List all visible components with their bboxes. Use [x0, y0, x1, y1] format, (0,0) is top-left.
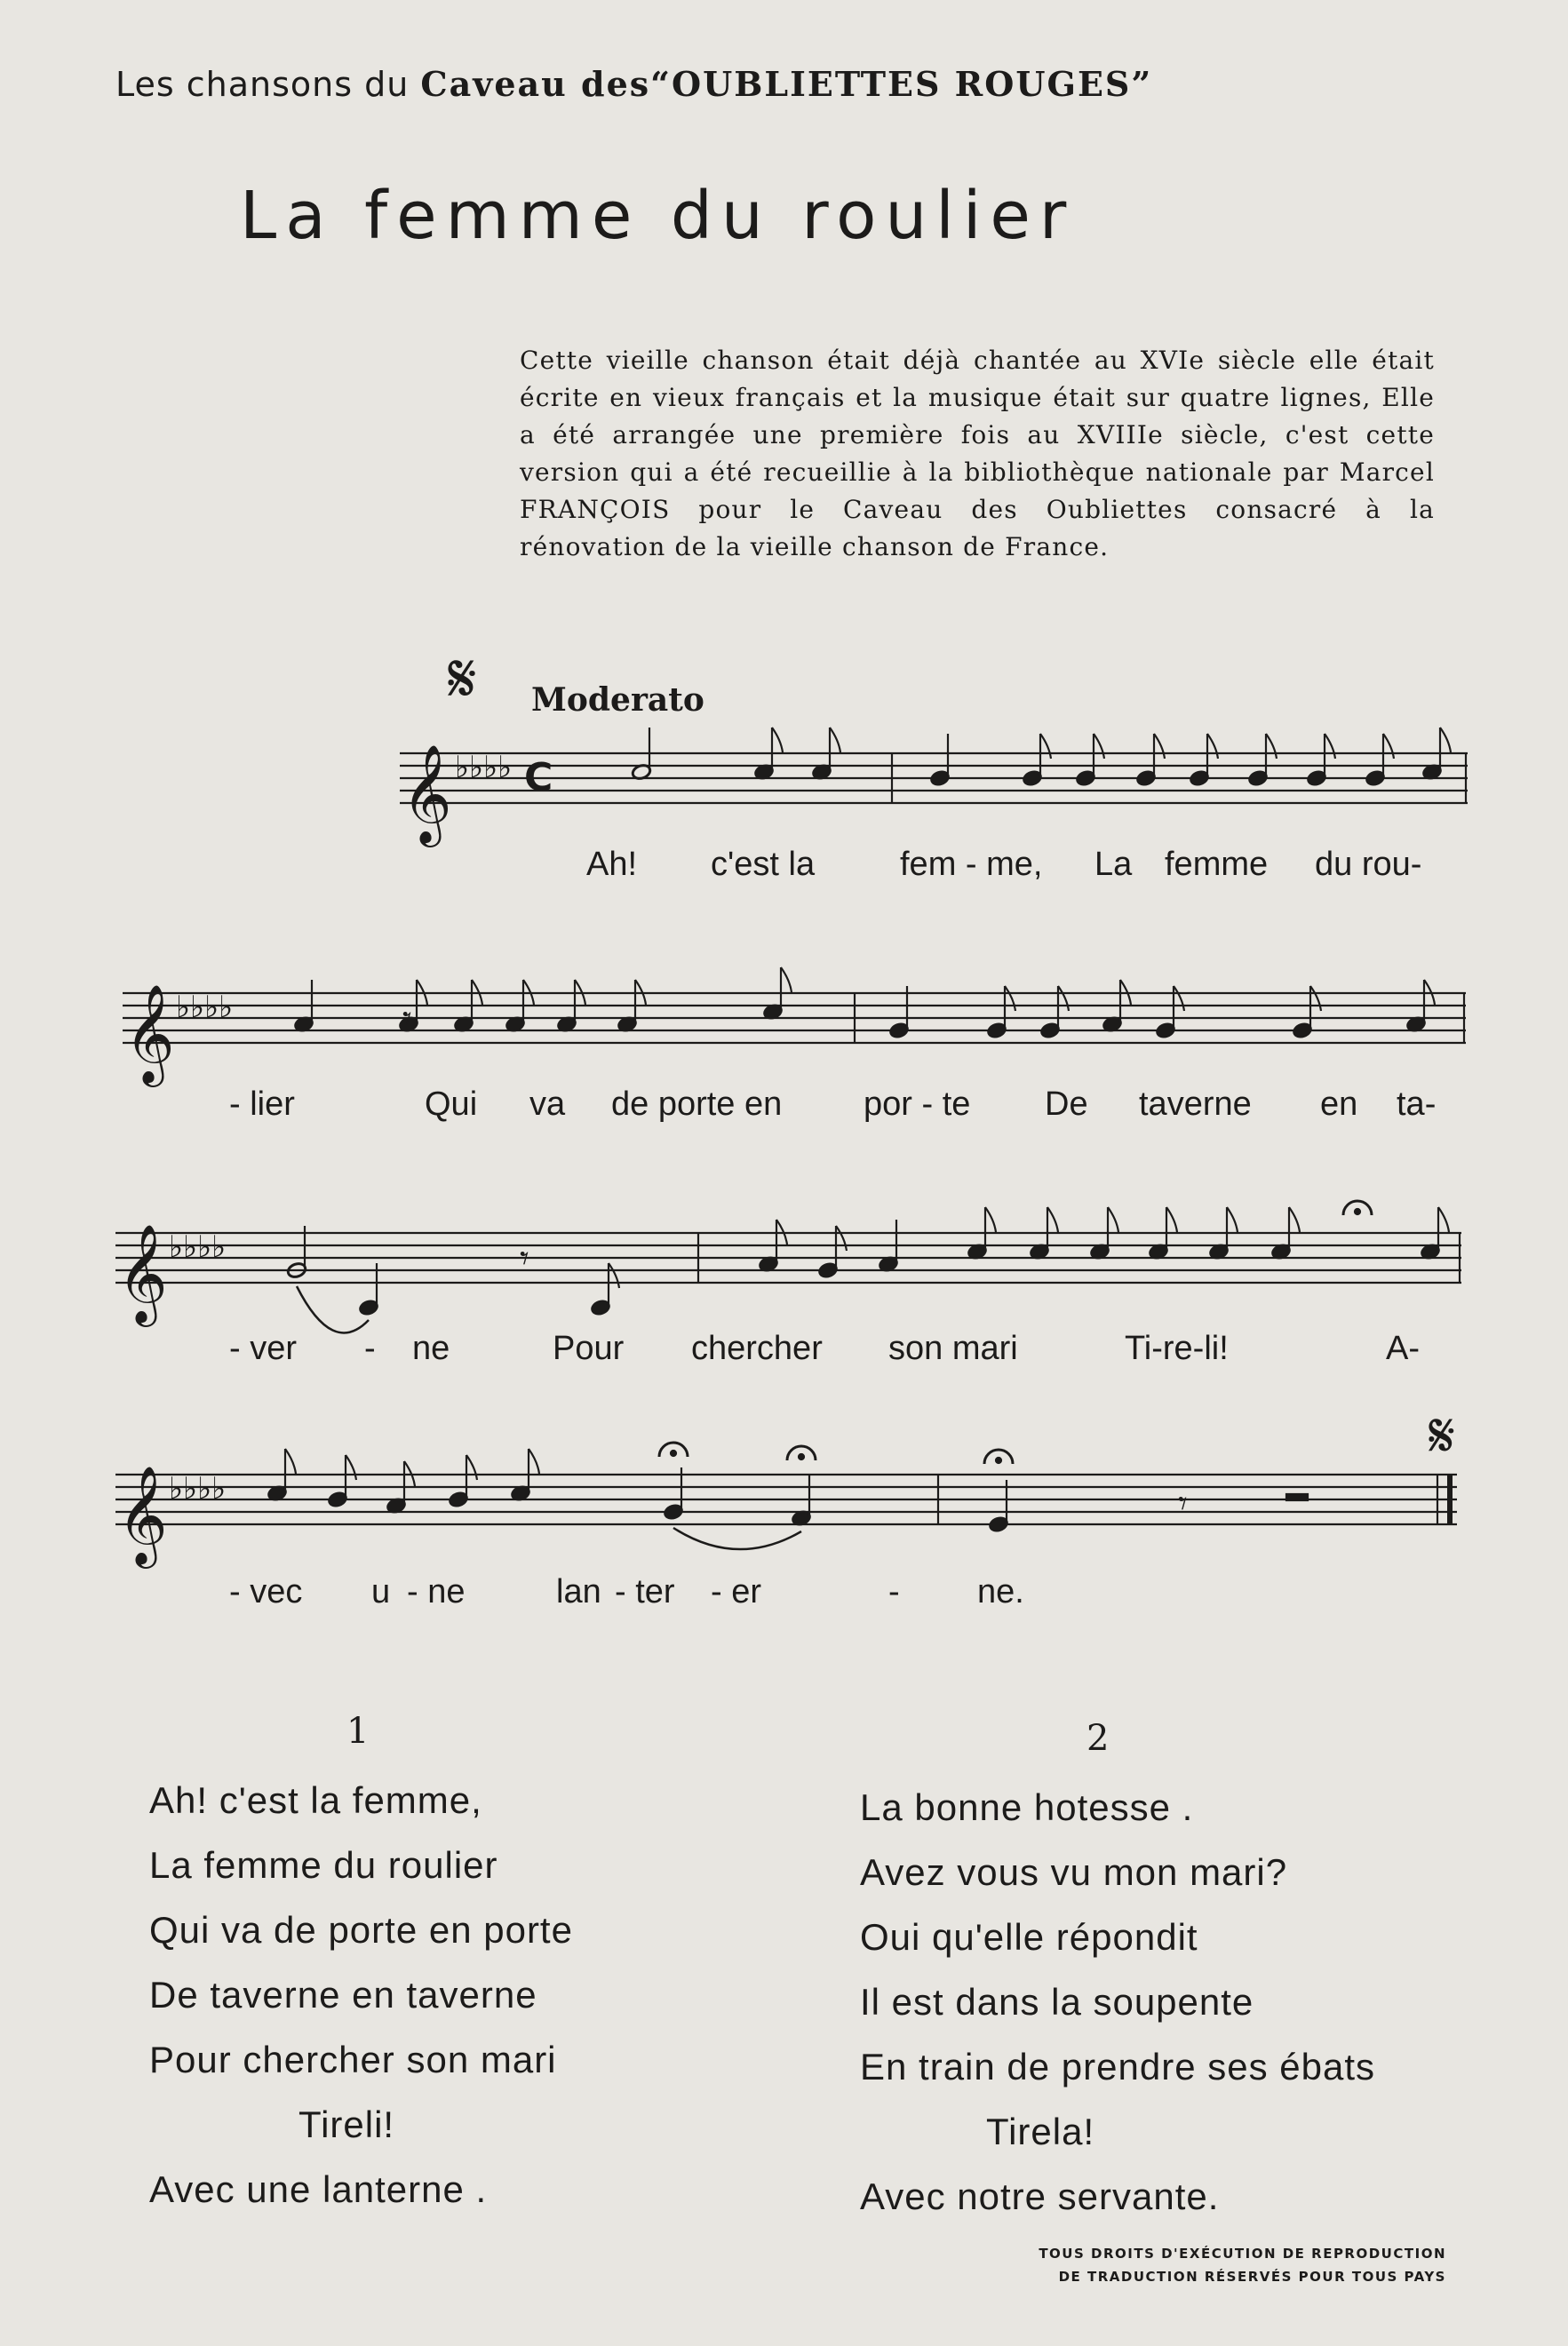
lyric-syllable: De: [1045, 1086, 1088, 1123]
intro-paragraph: Cette vieille chanson était déjà chantée au XVIe siècle elle était écrite en vieux français et la musique était sur quatre lignes, Elle a été arrangée une première fois au XVIIIe siècle, c'est cette version qui a été recueillie à la bibliothèque nationale par Marcel FRANÇOIS pour le Caveau des Oubliettes consacré à la rénovation de la vieille chanson de France.: [520, 346, 1435, 561]
lyrics-line-2: [229, 1086, 1436, 1123]
verse-line: Avec notre servante.: [860, 2175, 1220, 2217]
staff-3: [115, 1233, 1461, 1283]
note-flag: [1438, 1207, 1449, 1232]
flats-key-signature-2: ♭♭♭♭: [176, 990, 234, 1025]
fermata-dot: [1355, 1209, 1360, 1214]
lyric-syllable: fem - me,: [900, 846, 1043, 883]
treble-clef-icon: 𝄞: [117, 1223, 168, 1323]
lyric-syllable: A-: [1386, 1330, 1420, 1367]
verse-line: Avez vous vu mon mari?: [860, 1851, 1288, 1893]
lyric-syllable: c'est la: [711, 846, 816, 883]
lyrics-line-4: [229, 1573, 1024, 1610]
lyric-syllable: La: [1094, 846, 1133, 883]
flats-key-signature-1: ♭♭♭♭: [455, 750, 513, 785]
tempo-marking: Moderato: [531, 681, 704, 719]
note-flag: [836, 1226, 847, 1251]
lyric-syllable: Qui: [425, 1086, 478, 1123]
lyric-syllable: Ti-re-li!: [1125, 1330, 1229, 1367]
rights-notice: [1002, 2242, 1446, 2288]
verse-1: [149, 1768, 573, 2222]
note-flag: [346, 1455, 356, 1480]
note-flag: [1310, 986, 1321, 1011]
note-flag: [781, 967, 792, 992]
flats-key-signature-4: ♭♭♭♭: [169, 1471, 227, 1507]
lyric-syllable: Pour: [553, 1330, 625, 1367]
verse-line: Qui va de porte en porte: [149, 1909, 573, 1951]
verse-line: La bonne hotesse .: [860, 1786, 1194, 1828]
lyric-syllable: taverne: [1139, 1086, 1252, 1123]
slur: [297, 1286, 369, 1332]
header-prefix: Les chansons du: [115, 65, 421, 104]
verse-line: Pour chercher son mari: [149, 2039, 557, 2080]
note-flag: [1174, 986, 1184, 1011]
note-flag: [1047, 1207, 1058, 1232]
lyric-syllable: u: [371, 1573, 391, 1610]
note-flag: [1227, 1207, 1238, 1232]
lyric-syllable: son mari: [888, 1330, 1018, 1367]
verse-line: Il est dans la soupente: [860, 1981, 1254, 2023]
verse-2-number: 2: [1086, 1718, 1110, 1759]
fermata-dot: [671, 1451, 676, 1456]
music-score: [0, 622, 1568, 1643]
note-flag: [466, 1455, 477, 1480]
treble-clef-icon: 𝄞: [402, 744, 452, 843]
lyric-syllable: -: [888, 1573, 900, 1610]
lyric-syllable: ta-: [1397, 1086, 1437, 1123]
verse-line: Avec une lanterne .: [149, 2168, 488, 2210]
note-flag: [285, 1449, 296, 1474]
fermata-dot: [799, 1454, 804, 1459]
verse-line: Tireli!: [298, 2103, 395, 2145]
note-flag: [1289, 1207, 1300, 1232]
note-flag: [1207, 734, 1218, 759]
lyric-syllable: - ter: [615, 1573, 675, 1610]
lyric-syllable: en: [1320, 1086, 1358, 1123]
slur: [673, 1528, 801, 1549]
rights-line-1: TOUS DROITS D'EXÉCUTION DE REPRODUCTION: [1039, 2246, 1446, 2262]
lyric-syllable: chercher: [691, 1330, 823, 1367]
note-flag: [1440, 728, 1451, 752]
header-name: “OUBLIETTES ROUGES”: [650, 64, 1153, 104]
staff-4: [115, 1475, 1457, 1524]
note-flag: [1166, 1207, 1177, 1232]
note-flag: [830, 728, 840, 752]
note-flag: [1325, 734, 1335, 759]
verse-line: En train de prendre ses ébats: [860, 2046, 1376, 2088]
lyric-syllable: por - te: [864, 1086, 971, 1123]
lyric-syllable: lan: [556, 1573, 601, 1610]
rest-icon: 𝄾: [520, 1238, 529, 1279]
half-rest-icon: [1286, 1494, 1308, 1500]
note-flag: [1266, 734, 1277, 759]
lyric-syllable: de porte: [611, 1086, 736, 1123]
lyric-syllable: femme: [1165, 846, 1269, 883]
segno-icon: 𝄋: [448, 639, 477, 718]
note-flag: [529, 1449, 539, 1474]
common-time-icon: C: [524, 755, 553, 800]
note-flag: [1383, 734, 1394, 759]
note-flag: [1108, 1207, 1118, 1232]
note-flag: [1154, 734, 1165, 759]
rest-icon: 𝄾: [402, 998, 412, 1039]
note-flag: [1058, 986, 1069, 1011]
song-title: La femme du roulier: [240, 178, 1076, 254]
treble-clef-icon: 𝄞: [117, 1465, 168, 1564]
verse-line: Ah! c'est la femme,: [149, 1779, 482, 1821]
verse-1-number: 1: [346, 1711, 370, 1752]
lyric-syllable: - er: [711, 1573, 761, 1610]
lyrics-line-1: [586, 846, 1421, 883]
lyric-syllable: ne: [412, 1330, 450, 1367]
lyric-syllable: en: [744, 1086, 783, 1123]
treble-clef-icon: 𝄞: [124, 983, 175, 1083]
flats-key-signature-3: ♭♭♭♭: [169, 1229, 227, 1265]
verse-line: Tirela!: [986, 2111, 1095, 2152]
verse-line: De taverne en taverne: [149, 1974, 537, 2016]
lyric-syllable: -: [364, 1330, 376, 1367]
note-flag: [609, 1263, 619, 1288]
segno-icon: 𝄋: [1429, 1399, 1456, 1472]
note-flag: [985, 1207, 996, 1232]
note-flag: [1005, 986, 1015, 1011]
lyric-syllable: - ne: [407, 1573, 466, 1610]
lyric-syllable: du rou-: [1315, 846, 1422, 883]
note-flag: [1040, 734, 1051, 759]
staff-2: [123, 993, 1466, 1043]
lyric-syllable: Ah!: [586, 846, 638, 883]
lyrics-line-3: [229, 1330, 1420, 1367]
verse-line: La femme du roulier: [149, 1844, 498, 1886]
verse-2: [860, 1775, 1375, 2229]
rest-icon: 𝄾: [1178, 1483, 1188, 1524]
note-flag: [1094, 734, 1104, 759]
lyric-syllable: va: [529, 1086, 566, 1123]
verse-line: Oui qu'elle répondit: [860, 1916, 1198, 1958]
header-venue: Caveau des: [420, 64, 651, 104]
note-flag: [772, 728, 783, 752]
fermata-dot: [996, 1458, 1001, 1463]
lyric-syllable: ne.: [977, 1573, 1024, 1610]
rights-line-2: DE TRADUCTION RÉSERVÉS POUR TOUS PAYS: [1058, 2269, 1446, 2285]
lyric-syllable: - ver: [229, 1330, 297, 1367]
lyric-syllable: - vec: [229, 1573, 303, 1610]
collection-header: [115, 64, 1484, 104]
lyric-syllable: - lier: [229, 1086, 295, 1123]
